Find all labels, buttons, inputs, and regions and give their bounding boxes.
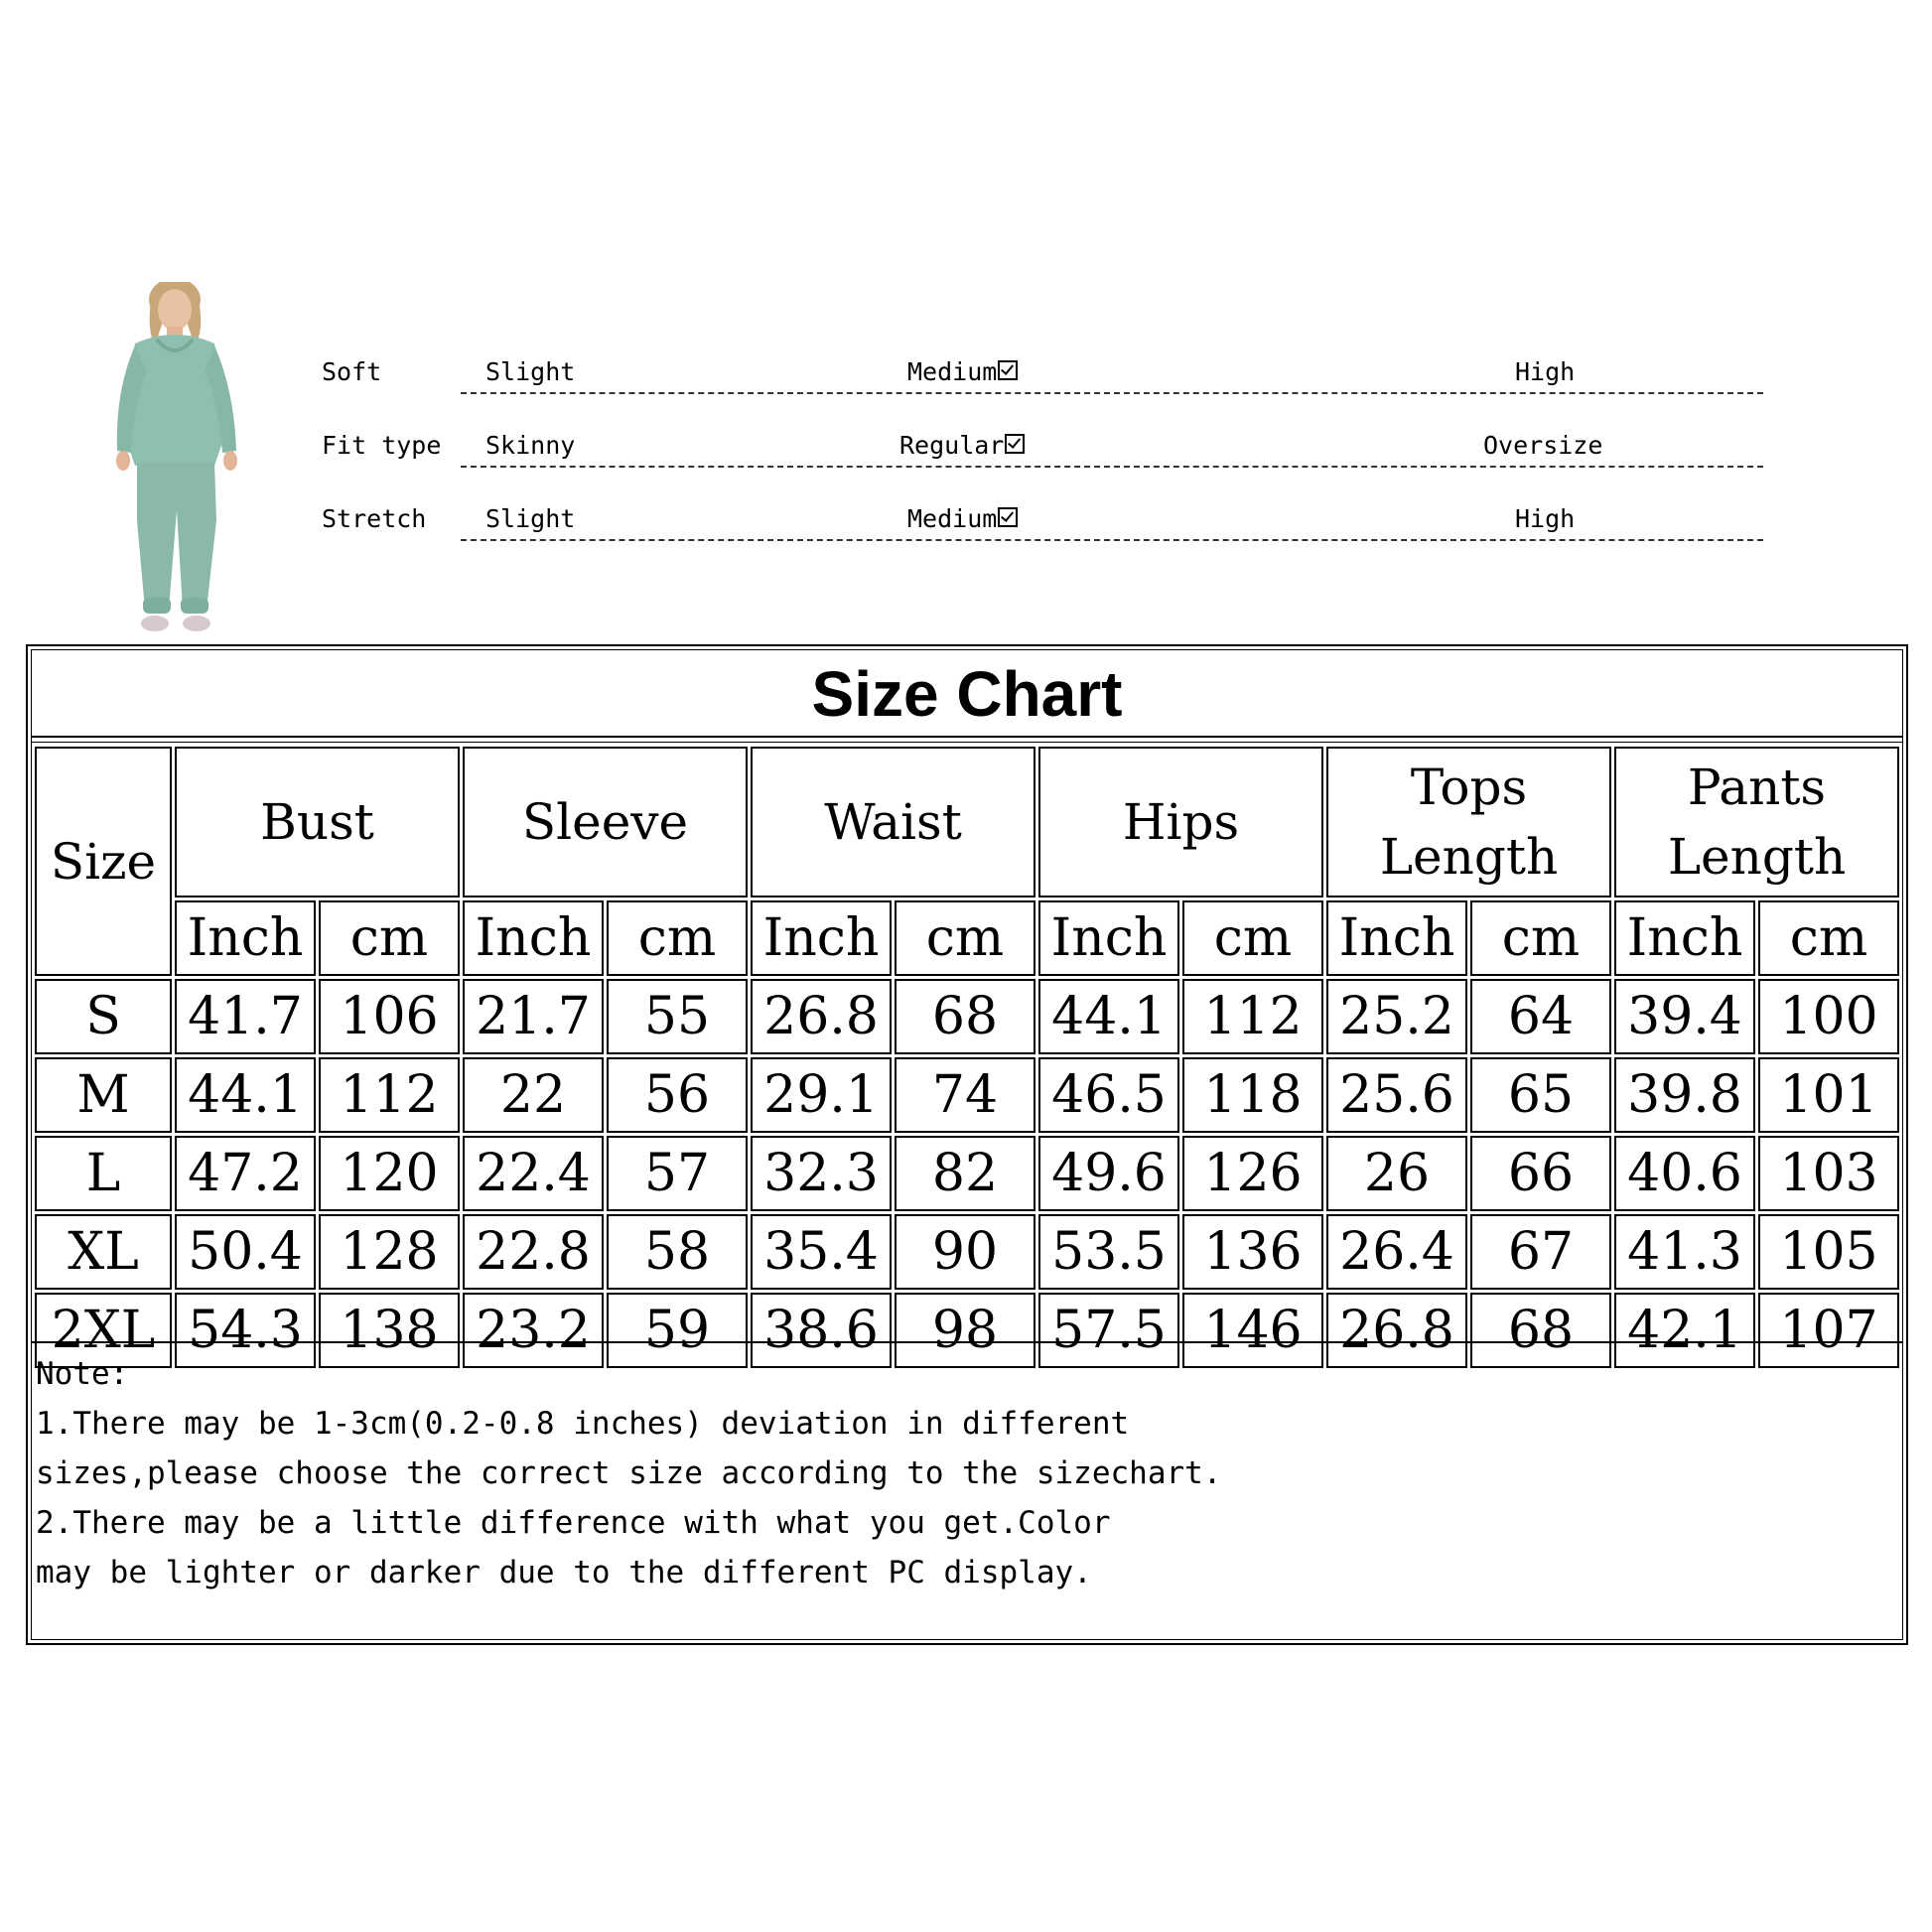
dashed-divider	[461, 539, 1763, 541]
table-cell: 105	[1758, 1214, 1899, 1290]
attr-row-soft	[322, 354, 1763, 394]
table-cell: 40.6	[1614, 1136, 1755, 1211]
table-cell: 118	[1182, 1057, 1323, 1133]
table-cell: 128	[319, 1214, 460, 1290]
unit-header-inch: Inch	[1614, 900, 1755, 976]
dashed-divider	[461, 392, 1763, 394]
attr-option-selected: Medium	[907, 354, 1018, 390]
note-line: may be lighter or darker due to the different PC display.	[36, 1555, 1092, 1590]
table-cell: 58	[607, 1214, 748, 1290]
unit-header-inch: Inch	[1326, 900, 1467, 976]
table-cell: 42.1	[1614, 1293, 1755, 1368]
note-line: sizes,please choose the correct size according to the sizechart.	[36, 1455, 1222, 1491]
table-cell: 136	[1182, 1214, 1323, 1290]
table-cell: 57	[607, 1136, 748, 1211]
notes	[36, 1349, 1882, 1597]
table-cell: 68	[895, 979, 1035, 1054]
table-cell: 25.2	[1326, 979, 1467, 1054]
table-cell: 32.3	[751, 1136, 892, 1211]
attr-option-selected: Medium	[907, 501, 1018, 537]
unit-header-cm: cm	[1758, 900, 1899, 976]
table-cell: 103	[1758, 1136, 1899, 1211]
table-cell: 38.6	[751, 1293, 892, 1368]
table-cell: 21.7	[463, 979, 604, 1054]
attr-row-fit-type	[322, 428, 1763, 468]
table-cell: 22.8	[463, 1214, 604, 1290]
size-header: Size	[35, 747, 172, 976]
group-header-pants-length: Pants Length	[1614, 747, 1899, 897]
table-row	[35, 1136, 1899, 1211]
table-cell: 55	[607, 979, 748, 1054]
group-header-hips: Hips	[1038, 747, 1323, 897]
title-divider	[32, 736, 1902, 743]
attr-option-selected: Regular	[899, 428, 1025, 464]
table-cell: 49.6	[1038, 1136, 1179, 1211]
group-header-waist: Waist	[751, 747, 1035, 897]
table-cell: 26	[1326, 1136, 1467, 1211]
note-line: 1.There may be 1-3cm(0.2-0.8 inches) deviation in different	[36, 1406, 1130, 1442]
table-cell: 22.4	[463, 1136, 604, 1211]
size-table	[32, 744, 1902, 1371]
table-cell: 126	[1182, 1136, 1323, 1211]
model-photo	[95, 282, 274, 641]
attr-row-stretch	[322, 501, 1763, 541]
table-cell: 56	[607, 1057, 748, 1133]
table-cell: 112	[319, 1057, 460, 1133]
attr-option: High	[1515, 357, 1576, 386]
table-cell: 39.8	[1614, 1057, 1755, 1133]
note-line: 2.There may be a little difference with what you get.Color	[36, 1505, 1111, 1541]
table-cell: 64	[1470, 979, 1611, 1054]
table-cell: 107	[1758, 1293, 1899, 1368]
table-row	[35, 1214, 1899, 1290]
size-label: L	[35, 1136, 172, 1211]
table-cell: 47.2	[175, 1136, 316, 1211]
size-label: 2XL	[35, 1293, 172, 1368]
size-label: M	[35, 1057, 172, 1133]
table-cell: 57.5	[1038, 1293, 1179, 1368]
table-cell: 25.6	[1326, 1057, 1467, 1133]
table-cell: 53.5	[1038, 1214, 1179, 1290]
size-label: XL	[35, 1214, 172, 1290]
table-cell: 26.4	[1326, 1214, 1467, 1290]
unit-header-cm: cm	[1182, 900, 1323, 976]
checkbox-checked-icon	[998, 507, 1018, 527]
notes-divider	[32, 1341, 1902, 1343]
table-cell: 66	[1470, 1136, 1611, 1211]
table-cell: 98	[895, 1293, 1035, 1368]
table-row	[35, 979, 1899, 1054]
table-cell: 22	[463, 1057, 604, 1133]
table-cell: 44.1	[175, 1057, 316, 1133]
table-cell: 101	[1758, 1057, 1899, 1133]
group-header-sleeve: Sleeve	[463, 747, 748, 897]
table-cell: 41.3	[1614, 1214, 1755, 1290]
table-cell: 68	[1470, 1293, 1611, 1368]
unit-header-inch: Inch	[175, 900, 316, 976]
table-cell: 112	[1182, 979, 1323, 1054]
unit-header-cm: cm	[607, 900, 748, 976]
size-rows	[35, 979, 1899, 1368]
table-cell: 138	[319, 1293, 460, 1368]
table-cell: 120	[319, 1136, 460, 1211]
unit-row	[35, 900, 1899, 976]
attr-option: High	[1515, 504, 1576, 533]
unit-header-cm: cm	[1470, 900, 1611, 976]
table-cell: 90	[895, 1214, 1035, 1290]
attr-name: Stretch	[322, 504, 427, 533]
attr-name: Fit type	[322, 431, 442, 460]
table-cell: 82	[895, 1136, 1035, 1211]
table-cell: 146	[1182, 1293, 1323, 1368]
unit-header-cm: cm	[895, 900, 1035, 976]
table-cell: 106	[319, 979, 460, 1054]
attr-option: Oversize	[1483, 431, 1603, 460]
attr-option: Slight	[485, 504, 576, 533]
note-line: Note:	[36, 1356, 129, 1392]
table-cell: 65	[1470, 1057, 1611, 1133]
table-cell: 44.1	[1038, 979, 1179, 1054]
unit-header-inch: Inch	[463, 900, 604, 976]
table-cell: 26.8	[751, 979, 892, 1054]
attr-option: Slight	[485, 357, 576, 386]
table-cell: 39.4	[1614, 979, 1755, 1054]
table-cell: 50.4	[175, 1214, 316, 1290]
unit-header-cm: cm	[319, 900, 460, 976]
table-cell: 100	[1758, 979, 1899, 1054]
group-header-bust: Bust	[175, 747, 460, 897]
table-cell: 59	[607, 1293, 748, 1368]
checkbox-checked-icon	[998, 360, 1018, 380]
attr-option: Skinny	[485, 431, 576, 460]
chart-title: Size Chart	[811, 658, 1123, 730]
table-cell: 26.8	[1326, 1293, 1467, 1368]
table-cell: 35.4	[751, 1214, 892, 1290]
table-cell: 74	[895, 1057, 1035, 1133]
size-chart	[26, 644, 1908, 1645]
unit-header-inch: Inch	[1038, 900, 1179, 976]
table-cell: 67	[1470, 1214, 1611, 1290]
table-cell: 41.7	[175, 979, 316, 1054]
table-cell: 46.5	[1038, 1057, 1179, 1133]
unit-header-inch: Inch	[751, 900, 892, 976]
table-row	[35, 1057, 1899, 1133]
size-label: S	[35, 979, 172, 1054]
checkbox-checked-icon	[1005, 434, 1025, 454]
dashed-divider	[461, 466, 1763, 468]
table-cell: 54.3	[175, 1293, 316, 1368]
table-cell: 29.1	[751, 1057, 892, 1133]
table-cell: 23.2	[463, 1293, 604, 1368]
group-header-tops-length: Tops Length	[1326, 747, 1611, 897]
attr-name: Soft	[322, 357, 382, 386]
header-row	[35, 747, 1899, 897]
